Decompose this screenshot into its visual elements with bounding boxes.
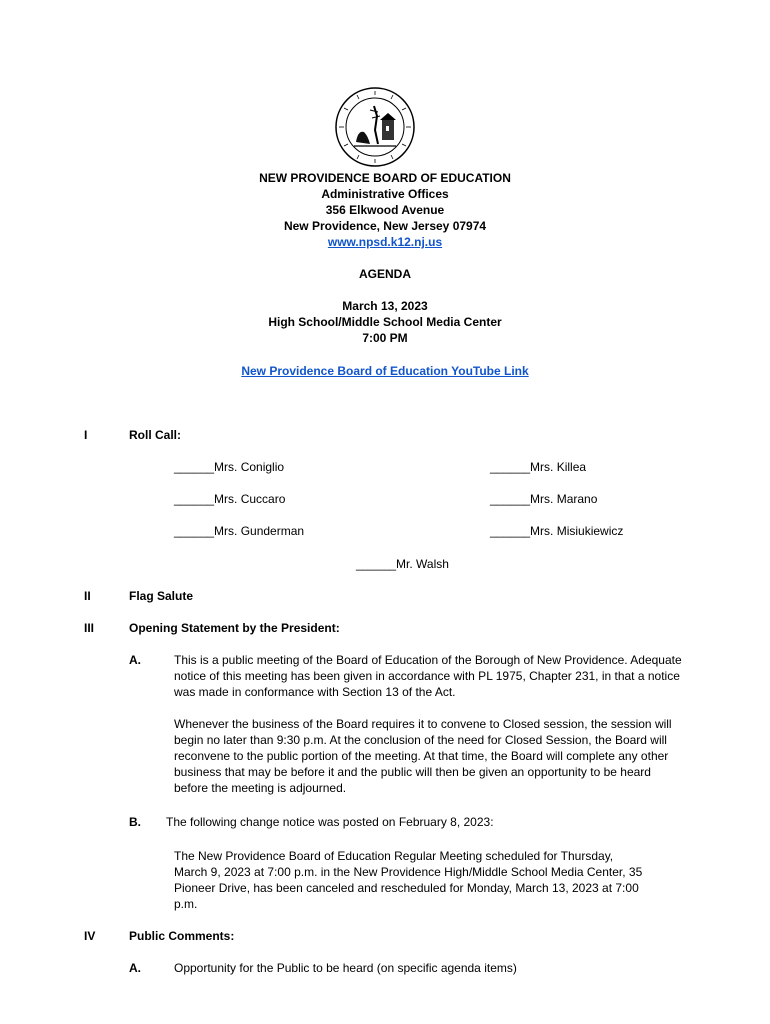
closed-session-paragraph: Whenever the business of the Board requires it to convene to Closed session, the session will begin no later than 9:30 p.m. At the conclusion of the need for Closed Session, the Board will reconvene to the public portion of the meeting. At that time, the Board will complete any other business that may be before it and the public will then be given an opportunity to be heard before the meeting is adjourned. <box>174 717 672 795</box>
roll-call-member: ______Mr. Walsh <box>356 557 449 571</box>
board-seal-logo <box>334 86 416 168</box>
item-label: A. <box>129 961 141 975</box>
city-address: New Providence, New Jersey 07974 <box>283 219 487 233</box>
street-address: 356 Elkwood Avenue <box>325 203 445 217</box>
roll-call-member: ______Mrs. Misiukiewicz <box>490 524 624 538</box>
meeting-location: High School/Middle School Media Center <box>268 315 502 329</box>
item-label: B. <box>129 815 141 829</box>
website-link[interactable]: www.npsd.k12.nj.us <box>327 235 443 249</box>
meeting-date: March 13, 2023 <box>342 299 428 313</box>
roll-call-member: ______Mrs. Cuccaro <box>174 492 286 506</box>
section-title-opening-statement: Opening Statement by the President: <box>129 621 340 635</box>
document-type: AGENDA <box>358 267 411 281</box>
section-title-roll-call: Roll Call: <box>129 428 182 442</box>
office-name: Administrative Offices <box>321 187 449 201</box>
item-label: A. <box>129 653 141 667</box>
roll-call-member: ______Mrs. Killea <box>490 460 587 474</box>
org-name: NEW PROVIDENCE BOARD OF EDUCATION <box>259 171 511 185</box>
youtube-link[interactable]: New Providence Board of Education YouTube Link <box>241 364 529 378</box>
meeting-time: 7:00 PM <box>362 331 408 345</box>
roll-call-member: ______Mrs. Coniglio <box>174 460 285 474</box>
section-number: II <box>84 589 91 603</box>
roll-call-member: ______Mrs. Gunderman <box>174 524 305 538</box>
change-notice-intro: The following change notice was posted on February 8, 2023: <box>166 815 494 829</box>
section-number: IV <box>84 929 96 943</box>
roll-call-member: ______Mrs. Marano <box>490 492 598 506</box>
public-comment-item: Opportunity for the Public to be heard (on specific agenda items) <box>174 961 517 975</box>
section-number: III <box>84 621 95 635</box>
section-title-public-comments: Public Comments: <box>129 929 235 943</box>
public-meeting-notice-paragraph: This is a public meeting of the Board of Education of the Borough of New Providence. Adequate notice of this meeting has been given in accordance with PL 1975, Chapter 231, in that a notice was made in conformance with Section 13 of the Act. <box>174 653 682 699</box>
change-notice-paragraph: The New Providence Board of Education Regular Meeting scheduled for Thursday, March 9, 2023 at 7:00 p.m. in the New Providence High/Middle School Media Center, 35 Pioneer Drive, has been canceled and rescheduled for Monday, March 13, 2023 at 7:00 p.m. <box>174 849 643 911</box>
section-title-flag-salute: Flag Salute <box>129 589 194 603</box>
section-number: I <box>84 428 88 442</box>
